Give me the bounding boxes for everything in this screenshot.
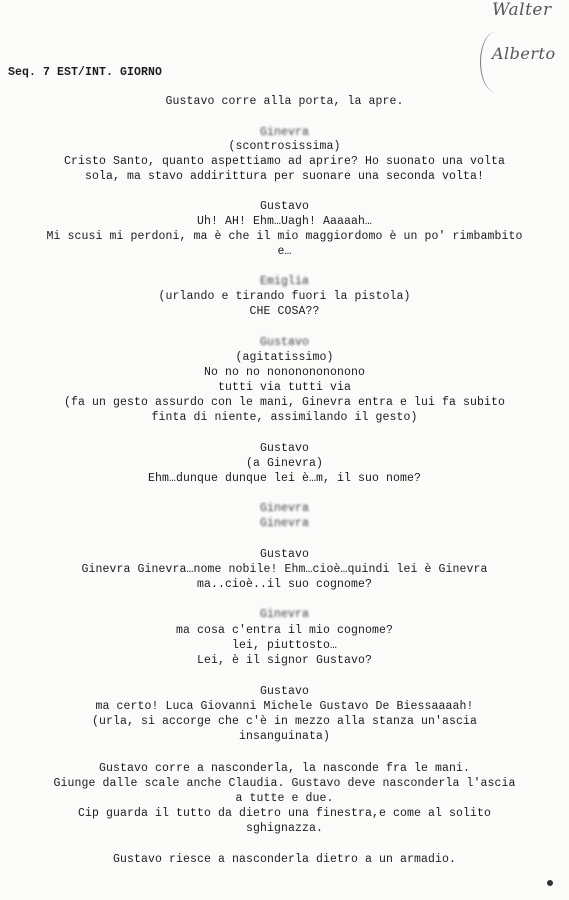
dialogue-line: Ginevra bbox=[259, 517, 309, 530]
parenthetical: (agitatissimo) bbox=[235, 351, 334, 364]
character-name: Gustavo bbox=[259, 200, 309, 213]
dialogue-line: CHE COSA?? bbox=[249, 305, 320, 318]
dialogue-line: Uh! AH! Ehm…Uagh! Aaaaah… bbox=[196, 215, 373, 228]
dialogue-line: Lei, è il signor Gustavo? bbox=[196, 654, 373, 667]
dialogue-line: Cristo Santo, quanto aspettiamo ad aprire? Ho suonato una volta bbox=[63, 155, 506, 168]
character-name: Gustavo bbox=[259, 336, 309, 349]
dialogue-line: ma..cioè..il suo cognome? bbox=[196, 578, 373, 591]
handwritten-note-alberto: Alberto bbox=[492, 44, 556, 63]
parenthetical: (fa un gesto assurdo con le mani, Ginevra entra e lui fa subito bbox=[63, 396, 506, 409]
dialogue-line: ma certo! Luca Giovanni Michele Gustavo De Biessaaaah! bbox=[95, 700, 474, 713]
dialogue-line: ma cosa c'entra il mio cognome? bbox=[175, 624, 394, 637]
dialogue-line: Mi scusi mi perdoni, ma è che il mio maggiordomo è un po' rimbambito bbox=[46, 230, 523, 243]
dialogue-line: e… bbox=[277, 245, 292, 258]
character-name: Ginevra bbox=[259, 502, 309, 515]
character-name: Ginevra bbox=[259, 126, 309, 139]
scene-heading: Seq. 7 EST/INT. GIORNO bbox=[8, 66, 163, 79]
ink-mark bbox=[547, 880, 553, 886]
action-line: Cip guarda il tutto da dietro una finestra,e come al solito bbox=[77, 807, 492, 820]
dialogue-line: sola, ma stavo addirittura per suonare una seconda volta! bbox=[84, 170, 485, 183]
action-line: Gustavo riesce a nasconderla dietro a un armadio. bbox=[112, 853, 457, 866]
parenthetical: (urlando e tirando fuori la pistola) bbox=[158, 290, 411, 303]
action-line: sghignazza. bbox=[245, 822, 323, 835]
handwritten-note-walter: Walter bbox=[492, 0, 552, 20]
dialogue-line: lei, piuttosto… bbox=[231, 639, 338, 652]
character-name: Ginevra bbox=[259, 608, 309, 621]
character-name: Gustavo bbox=[259, 548, 309, 561]
parenthetical: finta di niente, assimilando il gesto) bbox=[151, 411, 418, 424]
action-line: a tutte e due. bbox=[235, 792, 334, 805]
parenthetical: (scontrosissima) bbox=[228, 140, 341, 153]
action-line: Gustavo corre a nasconderla, la nasconde fra le mani. bbox=[98, 762, 471, 775]
character-name: Gustavo bbox=[259, 685, 309, 698]
action-line: Giunge dalle scale anche Claudia. Gustavo deve nasconderla l'ascia bbox=[53, 777, 516, 790]
parenthetical: (a Ginevra) bbox=[245, 457, 323, 470]
character-name: Gustavo bbox=[259, 442, 309, 455]
dialogue-line: Ehm…dunque dunque lei è…m, il suo nome? bbox=[147, 472, 422, 485]
dialogue-line: tutti via tutti via bbox=[217, 381, 352, 394]
action-line: Gustavo corre alla porta, la apre. bbox=[165, 95, 404, 108]
dialogue-line: No no no nonononononono bbox=[203, 366, 366, 379]
parenthetical: insanguinata) bbox=[238, 730, 330, 743]
parenthetical: (urla, si accorge che c'è in mezzo alla stanza un'ascia bbox=[91, 715, 478, 728]
dialogue-line: Ginevra Ginevra…nome nobile! Ehm…cioè…quindi lei è Ginevra bbox=[81, 563, 488, 576]
character-name: Emiglia bbox=[259, 275, 309, 288]
